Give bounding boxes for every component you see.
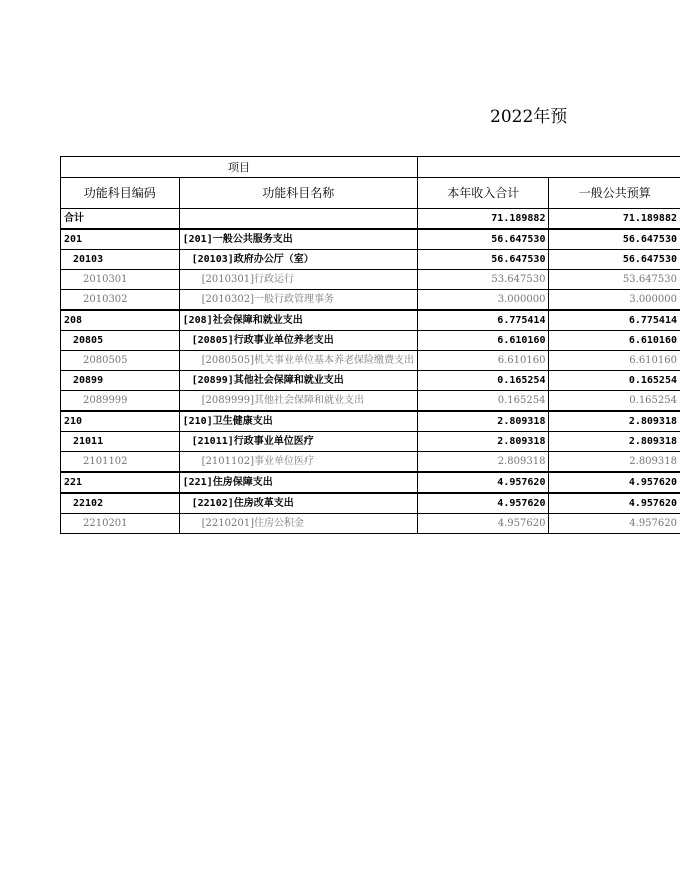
cell-total: 2.809318 [417, 452, 549, 473]
table-row [61, 391, 680, 412]
cell-code: 2080505 [61, 351, 180, 371]
budget-table-container [60, 156, 680, 534]
header-total: 本年收入合计 [417, 178, 549, 209]
table-row [61, 229, 680, 250]
cell-general: 6.610160 [549, 331, 680, 351]
cell-code: 2089999 [61, 391, 180, 412]
cell-total: 56.647530 [417, 250, 549, 270]
cell-total: 0.165254 [417, 391, 549, 412]
table-row [61, 472, 680, 493]
table-row [61, 250, 680, 270]
budget-table [60, 156, 680, 534]
table-row [61, 514, 680, 534]
cell-code: 2210201 [61, 514, 180, 534]
table-row [61, 351, 680, 371]
table-row [61, 411, 680, 432]
cell-total: 6.610160 [417, 331, 549, 351]
table-row [61, 452, 680, 473]
cell-general: 53.647530 [549, 270, 680, 290]
header-row-group [61, 157, 680, 178]
cell-total: 6.610160 [417, 351, 549, 371]
cell-general: 6.610160 [549, 351, 680, 371]
table-row [61, 331, 680, 351]
cell-general: 2.809318 [549, 432, 680, 452]
cell-total: 6.775414 [417, 310, 549, 331]
table-row [61, 270, 680, 290]
table-row [61, 493, 680, 514]
cell-code: 210 [61, 411, 180, 432]
cell-general: 4.957620 [549, 493, 680, 514]
cell-name: [221]住房保障支出 [179, 472, 417, 493]
table-row [61, 290, 680, 311]
cell-code: 22102 [61, 493, 180, 514]
table-row [61, 371, 680, 391]
header-blank [417, 157, 680, 178]
cell-name: [210]卫生健康支出 [179, 411, 417, 432]
cell-name: [20103]政府办公厅（室） [179, 250, 417, 270]
cell-general: 3.000000 [549, 290, 680, 311]
cell-name: [2010302]一般行政管理事务 [179, 290, 417, 311]
cell-code: 20899 [61, 371, 180, 391]
cell-name: [208]社会保障和就业支出 [179, 310, 417, 331]
page-title: 2022年预 [490, 107, 568, 127]
cell-total: 4.957620 [417, 514, 549, 534]
cell-name: [22102]住房改革支出 [179, 493, 417, 514]
cell-total: 2.809318 [417, 432, 549, 452]
cell-code: 2101102 [61, 452, 180, 473]
cell-general: 56.647530 [549, 229, 680, 250]
cell-name: [20805]行政事业单位养老支出 [179, 331, 417, 351]
header-row [61, 178, 680, 209]
header-code: 功能科目编码 [61, 178, 180, 209]
cell-code: 201 [61, 229, 180, 250]
cell-name: [2089999]其他社会保障和就业支出 [179, 391, 417, 412]
cell-code: 221 [61, 472, 180, 493]
cell-general: 0.165254 [549, 371, 680, 391]
cell-general: 0.165254 [549, 391, 680, 412]
cell-name: [21011]行政事业单位医疗 [179, 432, 417, 452]
cell-name: [2080505]机关事业单位基本养老保险缴费支出 [179, 351, 417, 371]
cell-total: 3.000000 [417, 290, 549, 311]
cell-code: 20805 [61, 331, 180, 351]
cell-general: 56.647530 [549, 250, 680, 270]
cell-total: 4.957620 [417, 472, 549, 493]
header-item-group: 项目 [61, 157, 418, 178]
table-row [61, 209, 680, 230]
cell-code: 208 [61, 310, 180, 331]
cell-code: 2010302 [61, 290, 180, 311]
cell-total: 53.647530 [417, 270, 549, 290]
cell-general: 2.809318 [549, 411, 680, 432]
cell-code: 合计 [61, 209, 180, 230]
cell-total: 2.809318 [417, 411, 549, 432]
cell-general: 2.809318 [549, 452, 680, 473]
cell-name: [2210201]住房公积金 [179, 514, 417, 534]
table-row [61, 432, 680, 452]
cell-code: 21011 [61, 432, 180, 452]
cell-name: [20899]其他社会保障和就业支出 [179, 371, 417, 391]
cell-total: 4.957620 [417, 493, 549, 514]
cell-general: 6.775414 [549, 310, 680, 331]
header-general: 一般公共预算 [549, 178, 680, 209]
cell-general: 71.189882 [549, 209, 680, 230]
cell-code: 20103 [61, 250, 180, 270]
cell-code: 2010301 [61, 270, 180, 290]
cell-name: [2101102]事业单位医疗 [179, 452, 417, 473]
header-name: 功能科目名称 [179, 178, 417, 209]
cell-name [179, 209, 417, 230]
cell-general: 4.957620 [549, 514, 680, 534]
cell-name: [2010301]行政运行 [179, 270, 417, 290]
cell-general: 4.957620 [549, 472, 680, 493]
cell-total: 56.647530 [417, 229, 549, 250]
cell-name: [201]一般公共服务支出 [179, 229, 417, 250]
cell-total: 71.189882 [417, 209, 549, 230]
cell-total: 0.165254 [417, 371, 549, 391]
table-row [61, 310, 680, 331]
